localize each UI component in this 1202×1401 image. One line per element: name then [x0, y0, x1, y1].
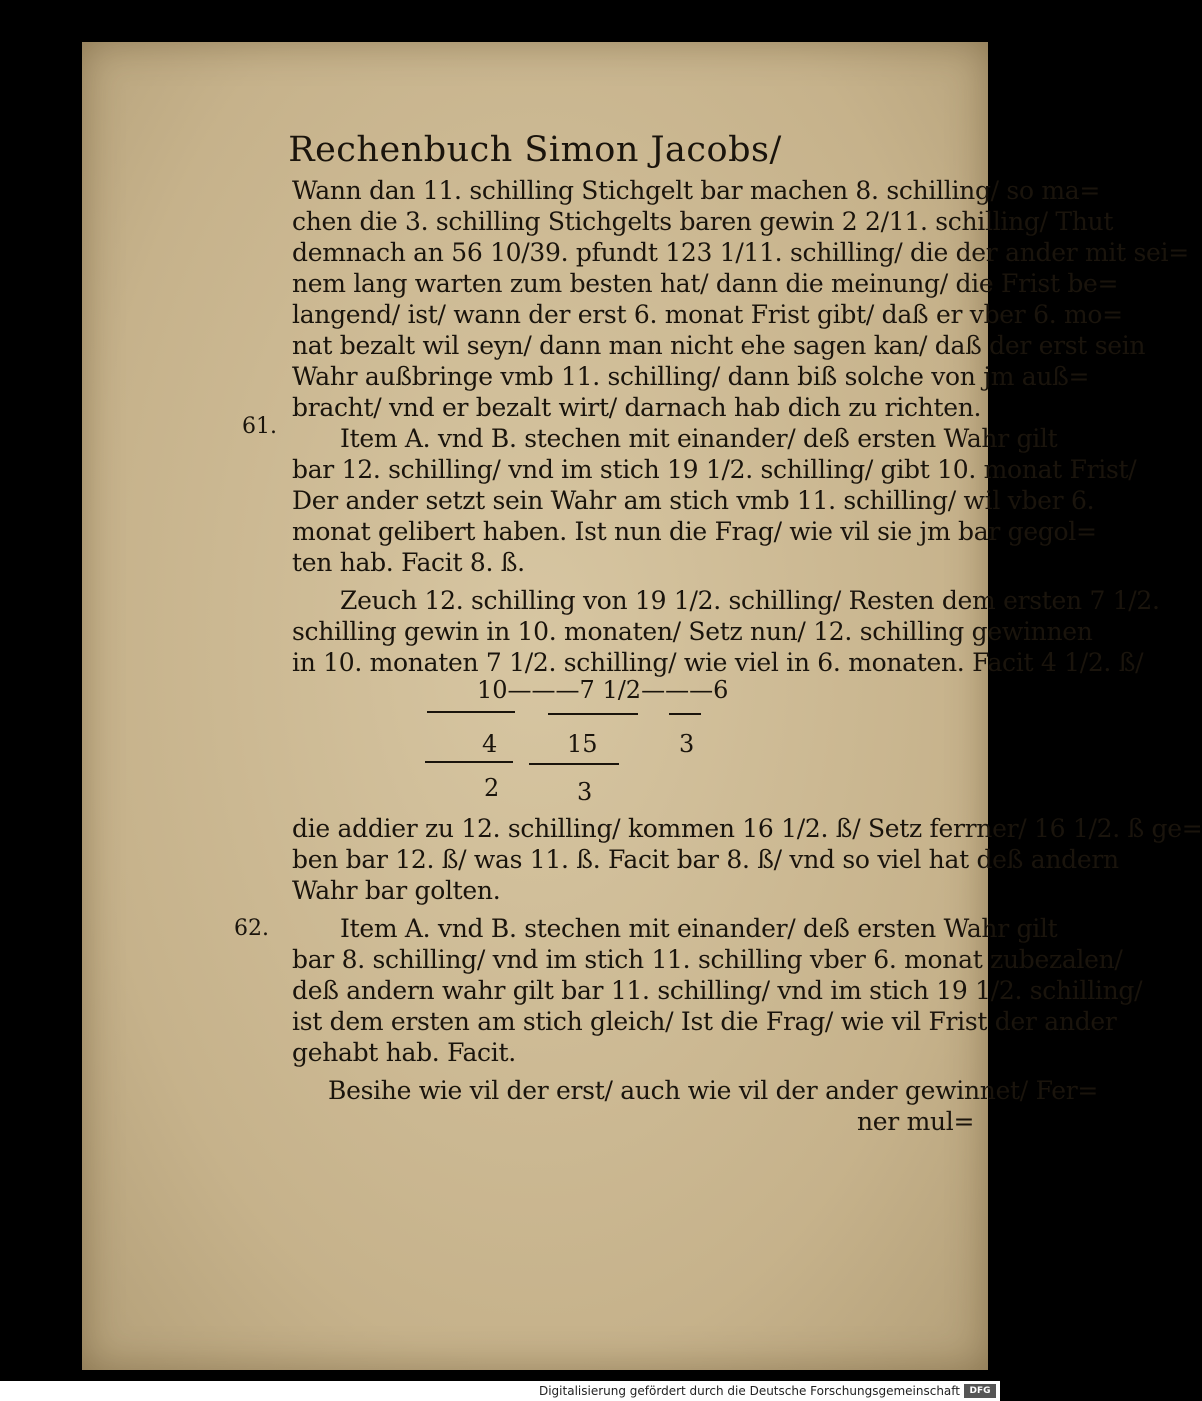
text-line: demnach an 56 10/39. pfundt 123 1/11. schilling/ die der ander mit sei=	[292, 238, 1189, 267]
text-line: deß andern wahr gilt bar 11. schilling/ vnd im stich 19 1/2. schilling/	[292, 976, 1143, 1005]
text-line: gehabt hab. Facit.	[292, 1038, 516, 1067]
diagram-top-row: 10———7 1/2———6	[477, 676, 729, 704]
diagram-rule	[529, 763, 619, 765]
diagram-rule	[425, 761, 513, 763]
diagram-bottom-value: 3	[577, 778, 593, 806]
diagram-rule	[669, 713, 701, 715]
page-scan	[82, 42, 1202, 1370]
text-line: monat gelibert haben. Ist nun die Frag/ wie vil sie jm bar gegol=	[292, 517, 1097, 546]
diagram-middle-value: 3	[679, 730, 695, 758]
diagram-rule	[548, 713, 638, 715]
text-line: Item A. vnd B. stechen mit einander/ deß ersten Wahr gilt	[340, 914, 1058, 943]
text-line: ben bar 12. ß/ was 11. ß. Facit bar 8. ß/ vnd so viel hat deß andern	[292, 845, 1119, 874]
text-line: ner mul=	[857, 1107, 975, 1136]
dfg-logo: DFG	[964, 1384, 996, 1398]
text-line: nem lang warten zum besten hat/ dann die meinung/ die Frist be=	[292, 269, 1119, 298]
text-line: schilling gewin in 10. monaten/ Setz nun/ 12. schilling gewinnen	[292, 617, 1093, 646]
text-line: bar 8. schilling/ vnd im stich 11. schilling vber 6. monat zubezalen/	[292, 945, 1123, 974]
text-line: bar 12. schilling/ vnd im stich 19 1/2. schilling/ gibt 10. monat Frist/	[292, 455, 1137, 484]
text-line: Item A. vnd B. stechen mit einander/ deß ersten Wahr gilt	[340, 424, 1058, 453]
text-line: nat bezalt wil seyn/ dann man nicht ehe sagen kan/ daß der erst sein	[292, 331, 1146, 360]
text-line: Wann dan 11. schilling Stichgelt bar machen 8. schilling/ so ma=	[292, 176, 1100, 205]
text-line: die addier zu 12. schilling/ kommen 16 1/2. ß/ Setz ferrner/ 16 1/2. ß ge=	[292, 814, 1202, 843]
text-line: Wahr außbringe vmb 11. schilling/ dann biß solche von jm auß=	[292, 362, 1090, 391]
diagram-middle-value: 4	[482, 730, 498, 758]
text-line: Zeuch 12. schilling von 19 1/2. schilling/ Resten dem ersten 7 1/2.	[340, 586, 1160, 615]
text-line: Wahr bar golten.	[292, 876, 501, 905]
text-line: ten hab. Facit 8. ß.	[292, 548, 525, 577]
text-line: Der ander setzt sein Wahr am stich vmb 11. schilling/ wil vber 6.	[292, 486, 1095, 515]
text-line: ist dem ersten am stich gleich/ Ist die Frag/ wie vil Frist der ander	[292, 1007, 1117, 1036]
digitization-footer	[0, 1381, 1000, 1401]
diagram-bottom-value: 2	[484, 774, 500, 802]
diagram-rule	[427, 711, 515, 713]
diagram-middle-value: 15	[567, 730, 598, 758]
running-header: Rechenbuch Simon Jacobs/	[288, 130, 782, 170]
text-line: bracht/ vnd er bezalt wirt/ darnach hab dich zu richten.	[292, 393, 982, 422]
text-line: in 10. monaten 7 1/2. schilling/ wie viel in 6. monaten. Facit 4 1/2. ß/	[292, 648, 1144, 677]
text-line: chen die 3. schilling Stichgelts baren gewin 2 2/11. schilling/ Thut	[292, 207, 1114, 236]
text-line: Besihe wie vil der erst/ auch wie vil der ander gewinnet/ Fer=	[328, 1076, 1099, 1105]
problem-number-61: 61.	[242, 414, 277, 439]
text-line: langend/ ist/ wann der erst 6. monat Frist gibt/ daß er vber 6. mo=	[292, 300, 1123, 329]
footer-text: Digitalisierung gefördert durch die Deutsche Forschungsgemeinschaft	[538, 1384, 960, 1398]
problem-number-62: 62.	[234, 916, 269, 941]
